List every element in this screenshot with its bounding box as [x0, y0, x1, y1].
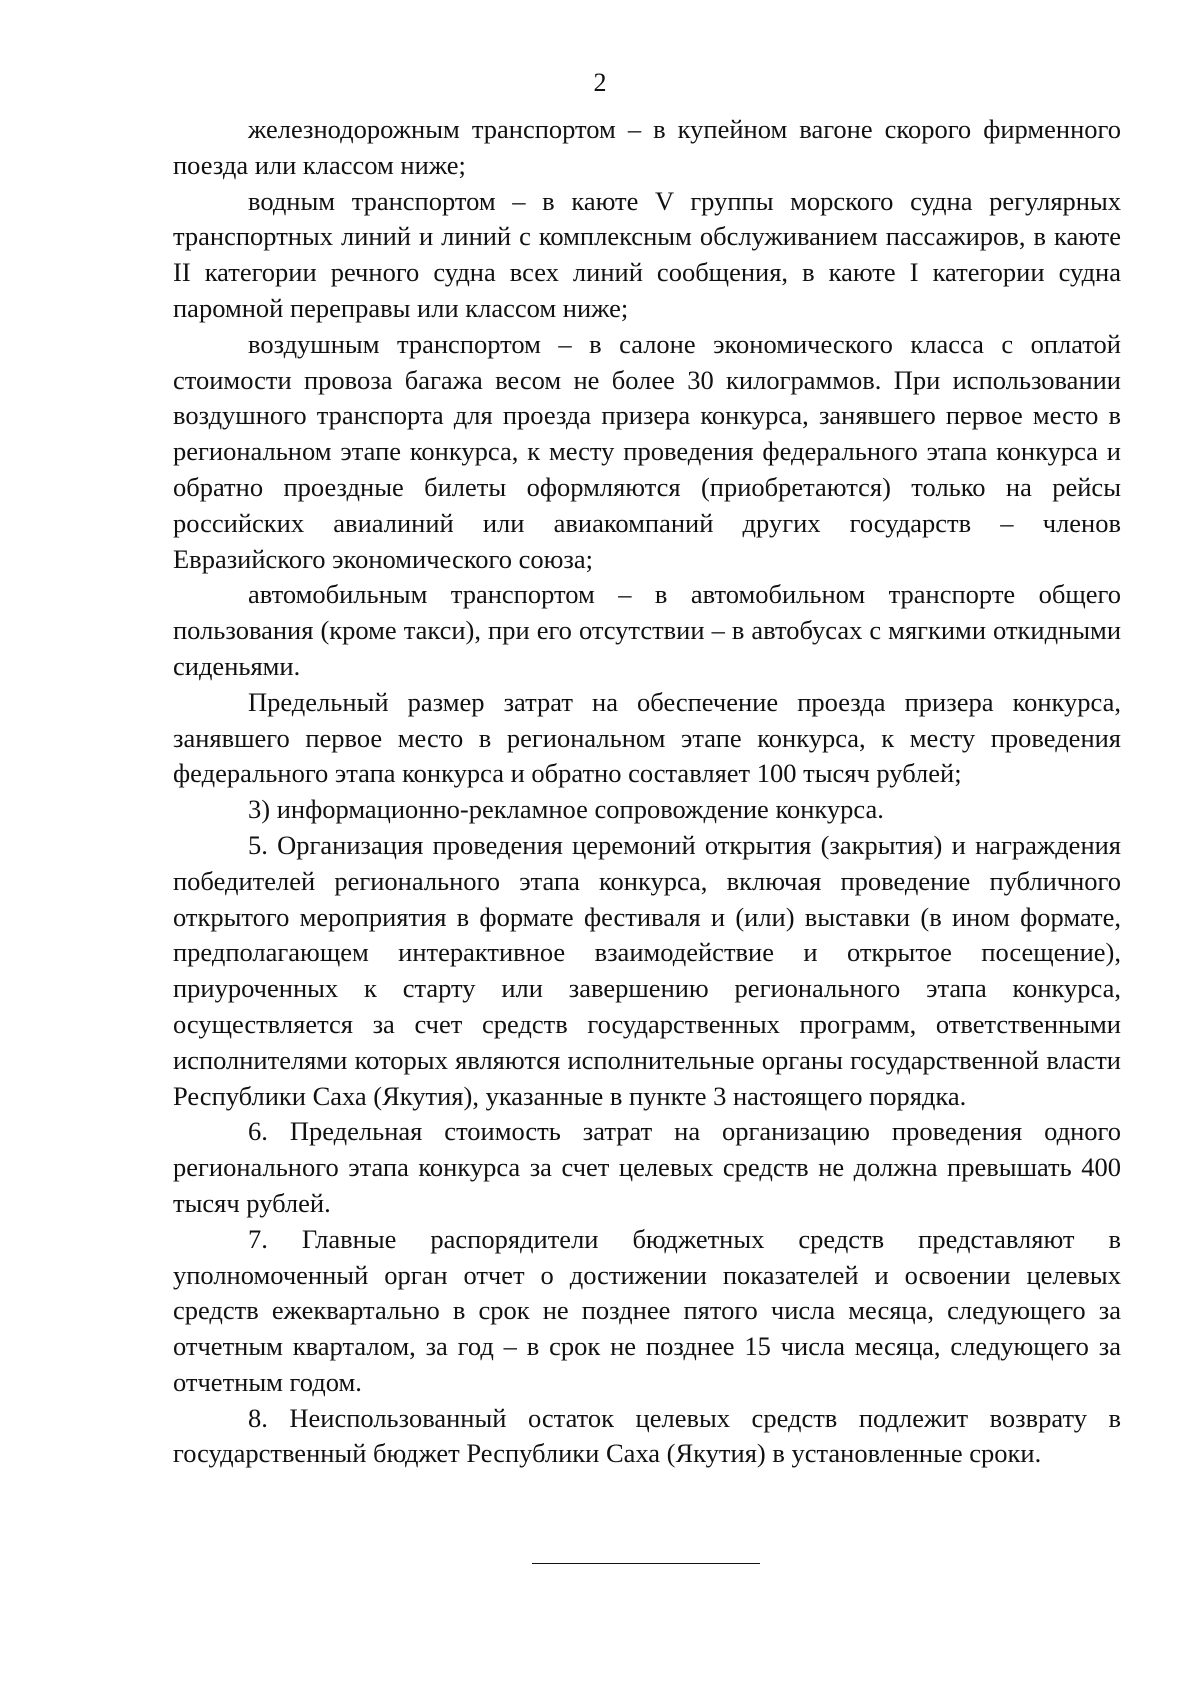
paragraph-item-7: 7. Главные распорядители бюджетных средств представляют в уполномоченный орган отчет о достижении показателей и освоении целевых средств ежеквартально в срок не позднее пятого числа месяца, следующего за отчетным кварталом, за год – в срок не позднее 15 числа месяца, следующего за отчетным годом. — [173, 1223, 1121, 1397]
end-separator-line — [532, 1563, 760, 1564]
paragraph-water-transport: водным транспортом – в каюте V группы морского судна регулярных транспортных линий и линий с комплексным обслуживанием пассажиров, в каюте II категории речного судна всех линий сообщения, в каюте I категории судна паромной переправы или классом ниже; — [173, 185, 1121, 323]
page-number: 2 — [593, 68, 607, 97]
paragraph-air-transport: воздушным транспортом – в салоне экономического класса с оплатой стоимости провоза багажа весом не более 30 килограммов. При использовании воздушного транспорта для проезда призера конкурса, занявшего первое место в региональном этапе конкурса, к месту проведения федерального этапа конкурса и обратно проездные билеты оформляются (приобретаются) только на рейсы российских авиалиний или авиакомпаний других государств – членов Евразийского экономического союза; — [173, 328, 1121, 574]
paragraph-rail-transport: железнодорожным транспортом – в купейном вагоне скорого фирменного поезда или классом ниже; — [173, 114, 1121, 180]
paragraph-item-3: 3) информационно-рекламное сопровождение конкурса. — [248, 794, 884, 825]
paragraph-item-5: 5. Организация проведения церемоний открытия (закрытия) и награждения победителей регионального этапа конкурса, включая проведение публичного открытого мероприятия в формате фестиваля и (или) выставки (в ином формате, предполагающем интерактивное взаимодействие и открытое посещение), приуроченных к старту или завершению регионального этапа конкурса, осуществляется за счет средств государственных программ, ответственными исполнителями которых являются исполнительные органы государственной власти Республики Саха (Якутия), указанные в пункте 3 настоящего порядка. — [173, 829, 1121, 1111]
paragraph-road-transport: автомобильным транспортом – в автомобильном транспорте общего пользования (кроме такси), при его отсутствии – в автобусах с мягкими откидными сиденьями. — [173, 579, 1121, 681]
paragraph-travel-cost-limit: Предельный размер затрат на обеспечение проезда призера конкурса, занявшего первое место в региональном этапе конкурса, к месту проведения федерального этапа конкурса и обратно составляет 100 тысяч рублей; — [173, 686, 1121, 789]
paragraph-item-8: 8. Неиспользованный остаток целевых средств подлежит возврату в государственный бюджет Республики Саха (Якутия) в установленные сроки. — [173, 1402, 1121, 1469]
document-body — [173, 112, 1121, 1472]
paragraph-item-6: 6. Предельная стоимость затрат на организацию проведения одного регионального этапа конкурса за счет целевых средств не должна превышать 400 тысяч рублей. — [173, 1116, 1121, 1218]
